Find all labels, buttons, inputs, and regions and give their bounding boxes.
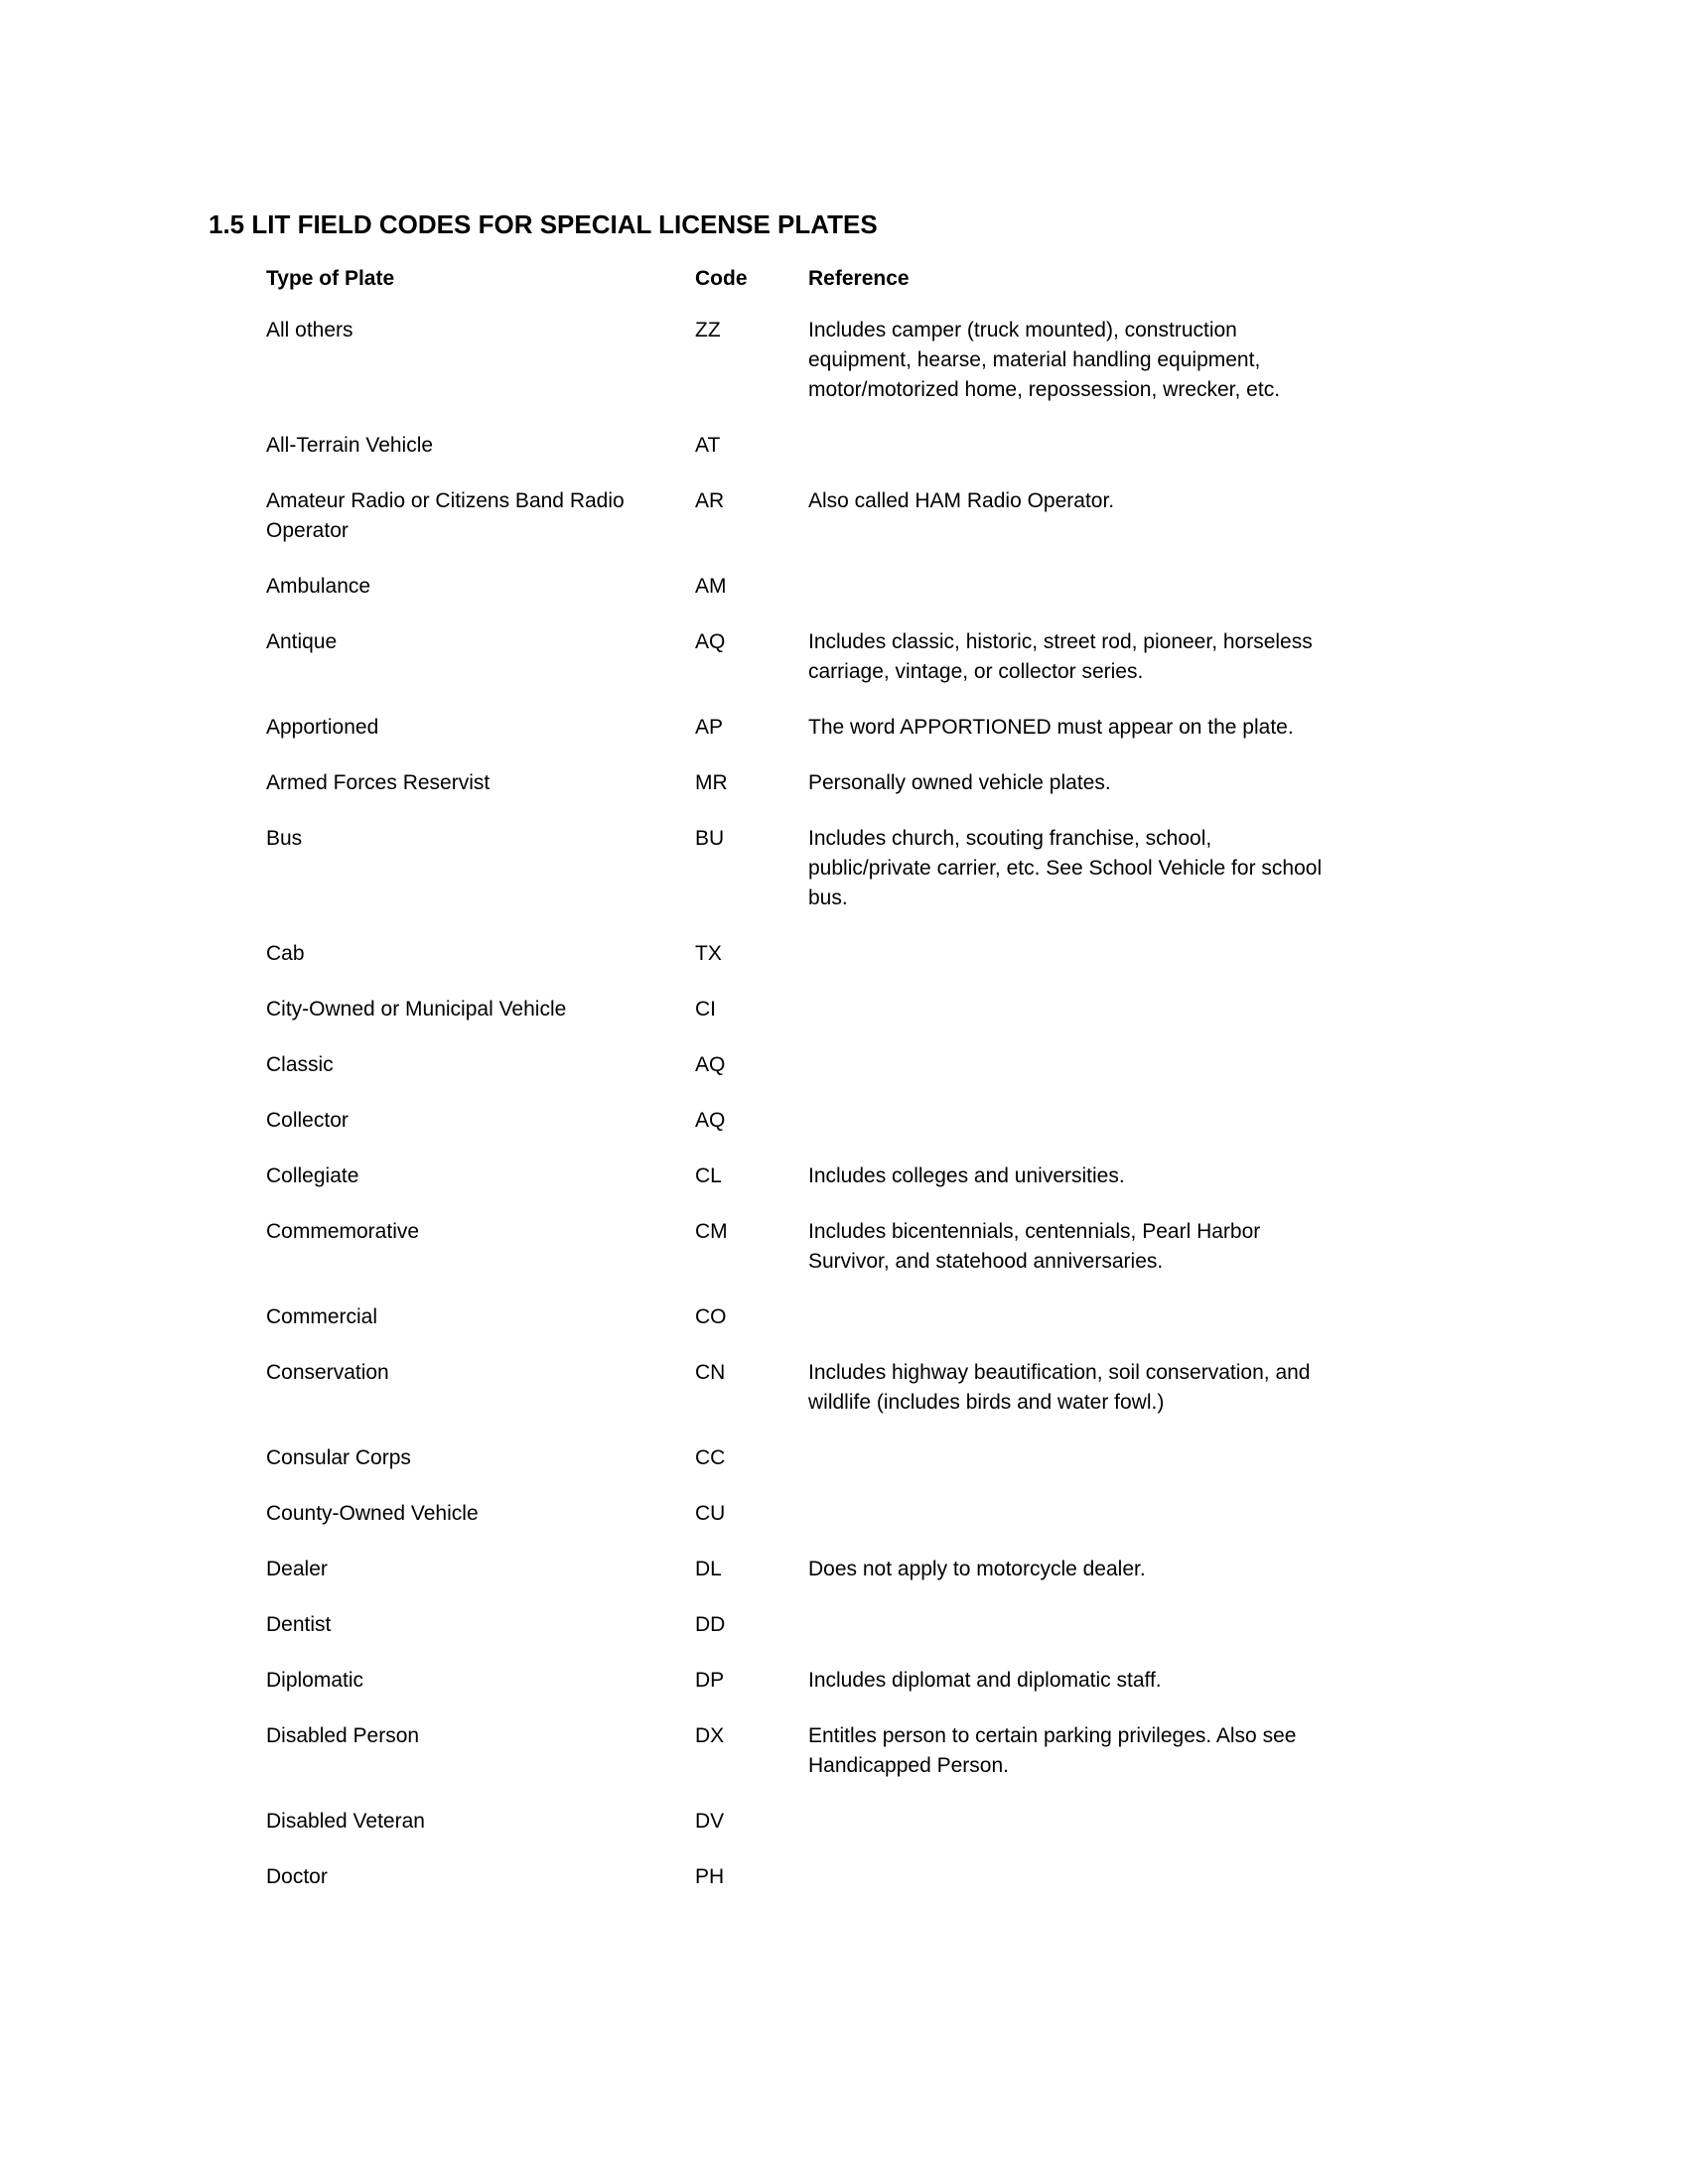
table-row bbox=[266, 431, 1329, 461]
plate-code: AP bbox=[695, 716, 724, 739]
table-row bbox=[266, 1807, 1329, 1837]
table-row bbox=[266, 1161, 1329, 1191]
plate-reference: Personally owned vehicle plates. bbox=[808, 771, 1111, 794]
plate-reference: Also called HAM Radio Operator. bbox=[808, 489, 1115, 512]
plate-type: Commercial bbox=[266, 1305, 378, 1328]
plate-type: Disabled Veteran bbox=[266, 1810, 425, 1833]
plate-code: AQ bbox=[695, 1109, 726, 1132]
table-row bbox=[266, 824, 1329, 913]
plate-codes-table bbox=[266, 264, 1329, 1918]
table-row bbox=[266, 1666, 1329, 1696]
table-row bbox=[266, 1050, 1329, 1080]
plate-type: Bus bbox=[266, 827, 303, 850]
plate-type: Diplomatic bbox=[266, 1669, 364, 1692]
plate-reference: Includes camper (truck mounted), construction equipment, hearse, material handling equipment, motor/motorized home, repossession, wrecker, etc. bbox=[808, 319, 1281, 401]
plate-type: All others bbox=[266, 319, 353, 341]
plate-type: Consular Corps bbox=[266, 1446, 411, 1469]
plate-code: MR bbox=[695, 771, 728, 794]
plate-code: TX bbox=[695, 942, 722, 965]
table-row bbox=[266, 1358, 1329, 1418]
table-row bbox=[266, 1106, 1329, 1136]
plate-code: DD bbox=[695, 1613, 726, 1636]
plate-type: All-Terrain Vehicle bbox=[266, 434, 434, 457]
plate-code: CL bbox=[695, 1164, 722, 1187]
table-row bbox=[266, 1862, 1329, 1892]
plate-code: CM bbox=[695, 1220, 728, 1243]
table-header-row bbox=[266, 264, 1329, 294]
plate-type: City-Owned or Municipal Vehicle bbox=[266, 998, 567, 1021]
table-row bbox=[266, 316, 1329, 405]
plate-type: Commemorative bbox=[266, 1220, 420, 1243]
header-type-of-plate: Type of Plate bbox=[266, 267, 395, 290]
plate-type: Cab bbox=[266, 942, 305, 965]
plate-code: CC bbox=[695, 1446, 726, 1469]
plate-reference: Includes highway beautification, soil conservation, and wildlife (includes birds and water fowl.) bbox=[808, 1361, 1311, 1414]
plate-code: AT bbox=[695, 434, 721, 457]
plate-type: Amateur Radio or Citizens Band Radio Operator bbox=[266, 489, 625, 542]
plate-code: DL bbox=[695, 1558, 722, 1580]
plate-code: AR bbox=[695, 489, 725, 512]
table-row bbox=[266, 572, 1329, 602]
table-row bbox=[266, 713, 1329, 743]
plate-reference: Includes colleges and universities. bbox=[808, 1164, 1125, 1187]
plate-type: Ambulance bbox=[266, 575, 371, 598]
plate-code: AQ bbox=[695, 1053, 726, 1076]
plate-code: DV bbox=[695, 1810, 725, 1833]
table-row bbox=[266, 768, 1329, 798]
plate-type: Disabled Person bbox=[266, 1724, 420, 1747]
table-row bbox=[266, 1499, 1329, 1529]
plate-reference: Includes classic, historic, street rod, pioneer, horseless carriage, vintage, or collector series. bbox=[808, 630, 1313, 683]
plate-code: AM bbox=[695, 575, 727, 598]
plate-code: DP bbox=[695, 1669, 725, 1692]
plate-code: CO bbox=[695, 1305, 727, 1328]
plate-code: CN bbox=[695, 1361, 726, 1384]
table-row bbox=[266, 939, 1329, 969]
plate-type: Apportioned bbox=[266, 716, 379, 739]
plate-type: Conservation bbox=[266, 1361, 389, 1384]
plate-code: CI bbox=[695, 998, 716, 1021]
header-reference: Reference bbox=[808, 267, 910, 290]
plate-reference: The word APPORTIONED must appear on the plate. bbox=[808, 716, 1294, 739]
plate-reference: Includes diplomat and diplomatic staff. bbox=[808, 1669, 1162, 1692]
plate-type: County-Owned Vehicle bbox=[266, 1502, 479, 1525]
plate-type: Dealer bbox=[266, 1558, 328, 1580]
plate-type: Doctor bbox=[266, 1865, 328, 1888]
table-row bbox=[266, 1721, 1329, 1781]
table-row bbox=[266, 1302, 1329, 1332]
plate-reference: Does not apply to motorcycle dealer. bbox=[808, 1558, 1146, 1580]
table-row bbox=[266, 486, 1329, 546]
plate-code: AQ bbox=[695, 630, 726, 653]
table-row bbox=[266, 1217, 1329, 1277]
plate-type: Classic bbox=[266, 1053, 334, 1076]
plate-type: Armed Forces Reservist bbox=[266, 771, 491, 794]
plate-code: CU bbox=[695, 1502, 726, 1525]
plate-reference: Entitles person to certain parking privileges. Also see Handicapped Person. bbox=[808, 1724, 1297, 1777]
plate-code: DX bbox=[695, 1724, 725, 1747]
table-row bbox=[266, 1443, 1329, 1473]
plate-type: Dentist bbox=[266, 1613, 332, 1636]
plate-type: Collector bbox=[266, 1109, 349, 1132]
plate-code: ZZ bbox=[695, 319, 721, 341]
table-row bbox=[266, 995, 1329, 1024]
table-row bbox=[266, 1610, 1329, 1640]
header-code: Code bbox=[695, 267, 748, 290]
table-row bbox=[266, 1555, 1329, 1584]
plate-reference: Includes bicentennials, centennials, Pearl Harbor Survivor, and statehood anniversaries. bbox=[808, 1220, 1261, 1273]
plate-code: BU bbox=[695, 827, 725, 850]
plate-reference: Includes church, scouting franchise, school, public/private carrier, etc. See School Vehicle for school bus. bbox=[808, 827, 1323, 909]
plate-code: PH bbox=[695, 1865, 725, 1888]
plate-type: Antique bbox=[266, 630, 338, 653]
plate-type: Collegiate bbox=[266, 1164, 359, 1187]
section-title: 1.5 LIT FIELD CODES FOR SPECIAL LICENSE PLATES bbox=[209, 209, 878, 239]
table-row bbox=[266, 627, 1329, 687]
